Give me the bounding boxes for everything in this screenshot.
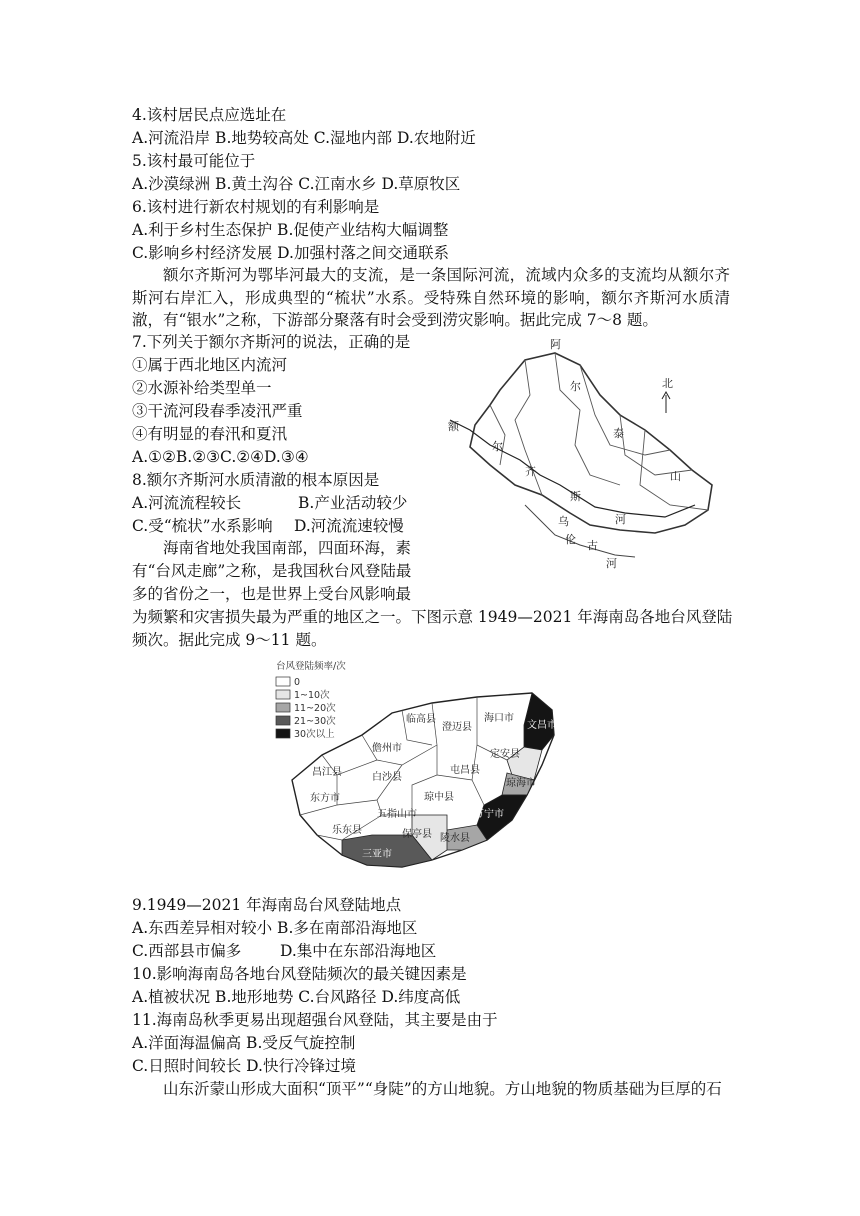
q9-stem: 9.1949—2021 年海南岛台风登陆地点 — [132, 896, 402, 914]
label-he-2: 河 — [606, 557, 617, 570]
legend — [276, 677, 336, 740]
q6-stem: 6.该村进行新农村规划的有利影响是 — [132, 198, 380, 216]
county-baoting: 保亭县 — [402, 829, 432, 840]
legend-label-1: 1~10次 — [294, 690, 330, 701]
q5-options: A.沙漠绿洲 B.黄土沟谷 C.江南水乡 D.草原牧区 — [132, 175, 461, 193]
county-wanning: 万宁市 — [474, 809, 504, 820]
q11-options-1: A.洋面海温偏高 B.受反气旋控制 — [132, 1034, 356, 1052]
q4-stem: 4.该村居民点应选址在 — [132, 106, 287, 124]
q9-option-d: D.集中在东部沿海地区 — [280, 942, 437, 960]
q8-option-b: B.产业活动较少 — [298, 494, 408, 512]
q7-statement-3: ③干流河段春季凌汛严重 — [132, 402, 303, 420]
label-er-2: 尔 — [492, 440, 503, 453]
passage-hainan-line-4: 为频繁和灾害损失最为严重的地区之一。下图示意 1949—2021 年海南岛各地台风登陆 — [132, 608, 733, 626]
q8-option-a: A.河流流程较长 — [132, 494, 242, 512]
label-a: 阿 — [550, 338, 561, 351]
county-changjiang: 昌江县 — [312, 767, 342, 778]
hainan-typhoon-map — [262, 655, 562, 885]
q5-stem: 5.该村最可能位于 — [132, 152, 256, 170]
passage-hainan-line-5: 频次。据此完成 9～11 题。 — [132, 631, 327, 649]
q10-stem: 10.影响海南岛各地台风登陆频次的最关键因素是 — [132, 965, 467, 983]
q8-option-d: D.河流流速较慢 — [294, 517, 404, 535]
county-dongfang: 东方市 — [310, 793, 340, 804]
irtysh-river-map — [430, 335, 730, 575]
county-ledong: 乐东县 — [332, 825, 362, 836]
q8-stem: 8.额尔齐斯河水质清澈的根本原因是 — [132, 471, 380, 489]
passage-hainan-line-3: 多的省份之一，也是世界上受台风影响最 — [132, 585, 412, 603]
north-label: 北 — [662, 377, 673, 390]
county-sanya: 三亚市 — [362, 849, 392, 860]
label-he-1: 河 — [615, 513, 626, 526]
q11-options-2: C.日照时间较长 D.快行冷锋过境 — [132, 1057, 356, 1075]
q6-options-1: A.利于乡村生态保护 B.促使产业结构大幅调整 — [132, 221, 449, 239]
county-haikou: 海口市 — [484, 713, 514, 724]
label-si: 斯 — [570, 490, 581, 503]
q6-options-2: C.影响乡村经济发展 D.加强村落之间交通联系 — [132, 244, 449, 262]
label-shan: 山 — [670, 470, 681, 483]
county-chengmai: 澄迈县 — [442, 722, 472, 733]
county-danzhou: 儋州市 — [372, 743, 402, 754]
county-wuzhishan: 五指山市 — [377, 809, 417, 820]
legend-label-0: 0 — [294, 677, 301, 688]
passage-hainan-line-1: 海南省地处我国南部，四面环海，素 — [163, 539, 412, 557]
q9-options-1: A.东西差异相对较小 B.多在南部沿海地区 — [132, 919, 418, 937]
legend-swatch-1 — [276, 690, 290, 699]
legend-label-3: 21~30次 — [294, 716, 336, 727]
passage-hainan-line-2: 有“台风走廊”之称，是我国秋台风登陆最 — [132, 562, 412, 580]
county-wenchang: 文昌市 — [527, 720, 557, 731]
q7-statement-4: ④有明显的春汛和夏汛 — [132, 425, 288, 443]
legend-title: 台风登陆频率/次 — [276, 661, 346, 672]
county-dingan: 定安县 — [490, 749, 520, 760]
q4-options: A.河流沿岸 B.地势较高处 C.湿地内部 D.农地附近 — [132, 129, 476, 147]
q7-statement-1: ①属于西北地区内流河 — [132, 356, 288, 374]
label-wu: 乌 — [558, 515, 569, 528]
q7-statement-2: ②水源补给类型单一 — [132, 379, 272, 397]
q11-stem: 11.海南岛秋季更易出现超强台风登陆，其主要是由于 — [132, 1011, 498, 1029]
county-baisha: 白沙县 — [372, 772, 402, 783]
county-tunchang: 屯昌县 — [450, 765, 480, 776]
legend-label-4: 30次以上 — [294, 729, 335, 740]
q9-option-c: C.西部县市偏多 — [132, 942, 242, 960]
legend-swatch-4 — [276, 729, 290, 738]
q8-option-c: C.受“梳状”水系影响 — [132, 517, 273, 535]
label-qi: 齐 — [525, 465, 536, 478]
label-gu: 古 — [587, 539, 598, 552]
legend-swatch-2 — [276, 703, 290, 712]
label-er-1: 尔 — [570, 380, 581, 393]
county-lingao: 临高县 — [406, 714, 436, 725]
county-qiongzhong: 琼中县 — [424, 792, 454, 803]
passage-irtysh: 额尔齐斯河为鄂毕河最大的支流，是一条国际河流，流域内众多的支流均从额尔齐斯河右岸汇入，形成典型的“梳状”水系。受特殊自然环境的影响，额尔齐斯河水质清澈，有“银水”之称，下游部分聚落有时会受到涝灾影响。据此完成 7～8 题。 — [132, 266, 730, 329]
q10-options: A.植被状况 B.地形地势 C.台风路径 D.纬度高低 — [132, 988, 461, 1006]
label-tai: 泰 — [613, 427, 624, 440]
label-e: 额 — [448, 420, 459, 433]
q7-options: A.①②B.②③C.②④D.③④ — [132, 448, 309, 466]
county-lingshui: 陵水县 — [440, 833, 470, 844]
q7-stem: 7.下列关于额尔齐斯河的说法，正确的是 — [132, 333, 411, 351]
county-qionghai: 琼海市 — [506, 778, 536, 789]
passage-yimeng: 山东沂蒙山形成大面积“顶平”“身陡”的方山地貌。方山地貌的物质基础为巨厚的石 — [163, 1080, 722, 1098]
legend-label-2: 11~20次 — [294, 703, 336, 714]
label-lun: 伦 — [565, 533, 576, 546]
legend-swatch-0 — [276, 677, 290, 686]
legend-swatch-3 — [276, 716, 290, 725]
